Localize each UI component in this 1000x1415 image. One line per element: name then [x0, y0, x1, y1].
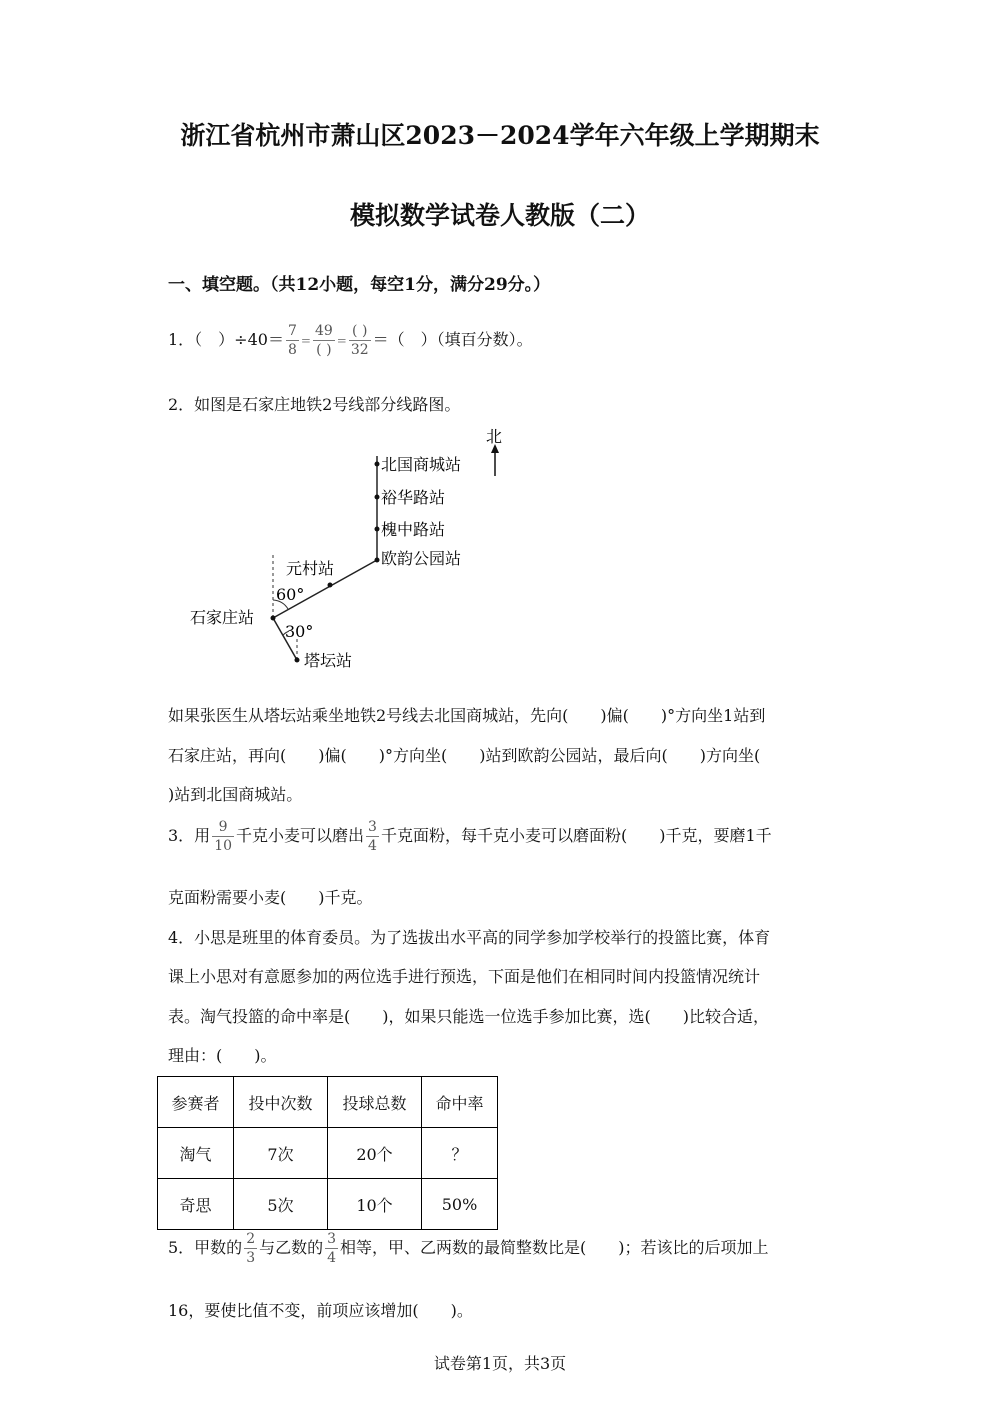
dot-huaizhong: [375, 527, 380, 532]
station-label: 塔坛站: [304, 651, 353, 670]
table-cell: 50%: [422, 1179, 498, 1230]
question-4-line1: 4．小思是班里的体育委员。为了选拔出水平高的同学参加学校举行的投篮比赛，体育: [168, 928, 771, 947]
station-label: 石家庄站: [190, 608, 255, 627]
exam-title-line2: 模拟数学试卷人教版（二）: [349, 201, 650, 230]
table-header: 命中率: [422, 1077, 498, 1128]
q1-fraction-2: $\frac{49}{( )}$: [314, 323, 333, 358]
station-label: 槐中路站: [381, 520, 446, 539]
question-4-line3: 表。淘气投篮的命中率是( )，如果只能选一位选手参加比赛，选( )比较合适，: [168, 1007, 769, 1026]
section-heading: 一、填空题。（共12小题，每空1分，满分29分。）: [168, 275, 551, 295]
q1-prefix: 1．（ ）÷40＝: [168, 330, 284, 349]
dot-yuancun: [328, 583, 333, 588]
table-header: 投中次数: [234, 1077, 328, 1128]
table-row: [158, 1179, 498, 1230]
question-4-line4: 理由：( )。: [168, 1046, 277, 1065]
q3-fraction-2: $\frac{3}{4}$: [368, 819, 377, 854]
question-2-line1: 如果张医生从塔坛站乘坐地铁2号线去北国商城站，先向( )偏( )°方向坐1站到: [168, 706, 766, 725]
question-2-line2: 石家庄站，再向( )偏( )°方向坐( )站到欧韵公园站，最后向( )方向坐(: [168, 746, 761, 765]
station-label: 欧韵公园站: [381, 549, 462, 568]
q5-fraction-1: $\frac{2}{3}$: [246, 1231, 256, 1266]
q1-fraction-3: $\frac{( )}{32}$: [350, 323, 369, 358]
dot-tatan: [295, 658, 300, 663]
q1-fraction-1: $\frac{7}{8}$: [287, 323, 297, 358]
question-4-line2: 课上小思对有意愿参加的两位选手进行预选，下面是他们在相同时间内投篮情况统计: [168, 967, 761, 986]
table-cell: 20个: [328, 1128, 422, 1179]
table-row: [158, 1128, 498, 1179]
q5-fraction-2: $\frac{3}{4}$: [327, 1231, 337, 1266]
question-2-stem: 2．如图是石家庄地铁2号线部分线路图。: [168, 395, 461, 414]
question-5: 5．甲数的 $\frac{2}{3}$ 与乙数的 $\frac{3}{4}$ 相等，甲、乙两数的最简整数比是( )；若该比的后项加上: [168, 1231, 769, 1266]
question-1: 1．（ ）÷40＝ $\frac{7}{8}$ = $\frac{49}{( )}$ = $\frac{( )}{32}$ ＝（ ）（填百分数）。: [168, 323, 533, 358]
dot-yuhua: [375, 495, 380, 500]
table-cell: 奇思: [158, 1179, 234, 1230]
table-header-row: [158, 1077, 498, 1128]
question-5-line2: 16，要使比值不变，前项应该增加( )。: [168, 1301, 473, 1320]
table-cell: ？: [422, 1128, 498, 1179]
dot-shijiazhuang: [271, 616, 276, 621]
angle-label-60: 60°: [276, 585, 305, 604]
subway-map-figure: [180, 420, 540, 680]
q1-suffix: ＝（ ）（填百分数）。: [372, 330, 533, 349]
question-3: 3．用 $\frac{9}{10}$ 千克小麦可以磨出 $\frac{3}{4}$ 千克面粉，每千克小麦可以磨面粉( )千克，要磨1千: [168, 819, 772, 854]
shooting-stats-table: [157, 1076, 498, 1230]
dot-ouyun: [375, 558, 380, 563]
page-footer: 试卷第1页，共3页: [433, 1354, 567, 1373]
angle-label-30: 30°: [285, 622, 314, 641]
north-label: 北: [486, 427, 503, 446]
station-label: 裕华路站: [381, 488, 446, 507]
q3-fraction-1: $\frac{9}{10}$: [214, 819, 233, 854]
table-header: 投球总数: [328, 1077, 422, 1128]
station-label: 北国商城站: [381, 455, 462, 474]
table-cell: 7次: [234, 1128, 328, 1179]
exam-title-line1: 浙江省杭州市萧山区2023－2024学年六年级上学期期末: [180, 121, 820, 150]
table-cell: 10个: [328, 1179, 422, 1230]
table-cell: 淘气: [158, 1128, 234, 1179]
table-cell: 5次: [234, 1179, 328, 1230]
question-2-line3: )站到北国商城站。: [168, 785, 303, 804]
question-3-line2: 克面粉需要小麦( )千克。: [168, 888, 373, 907]
table-header: 参赛者: [158, 1077, 234, 1128]
dot-beiguo: [375, 462, 380, 467]
station-label: 元村站: [286, 559, 335, 578]
